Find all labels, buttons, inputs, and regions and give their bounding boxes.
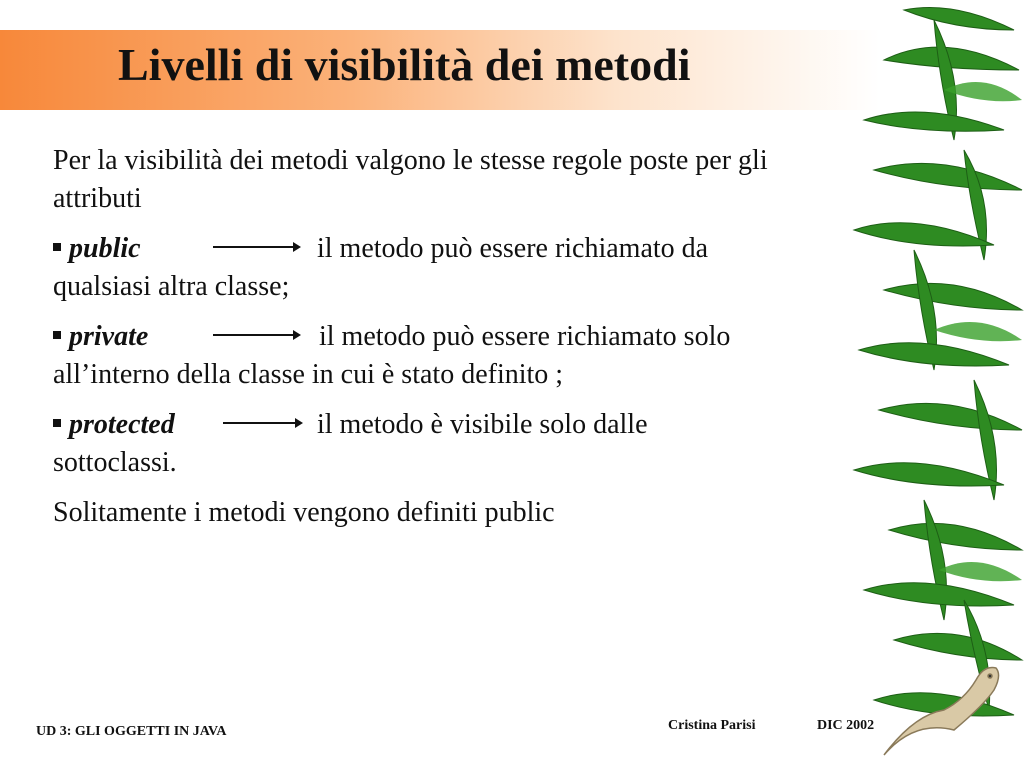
- bullet-square-icon: [53, 243, 61, 251]
- slide-body: [53, 142, 853, 544]
- arrow-icon: [213, 334, 299, 336]
- bamboo-leaves-icon: [844, 0, 1024, 768]
- bullet-description: il metodo può essere richiamato da: [317, 233, 709, 264]
- bullet-protected: [53, 406, 853, 482]
- keyword-protected: protected: [69, 409, 175, 440]
- footer-date: DIC 2002: [817, 718, 875, 733]
- conclusion-paragraph: Solitamente i metodi vengono definiti public: [53, 497, 555, 528]
- footer-unit: UD 3: GLI OGGETTI IN JAVA: [36, 724, 227, 739]
- bullet-public: [53, 230, 853, 306]
- bullet-square-icon: [53, 331, 61, 339]
- slide-title: Livelli di visibilità dei metodi: [118, 39, 691, 90]
- bullet-description: il metodo è visibile solo dalle: [317, 409, 648, 440]
- intro-paragraph: Per la visibilità dei metodi valgono le stesse regole poste per gli attributi: [53, 145, 768, 214]
- bullet-continuation: qualsiasi altra classe;: [53, 271, 290, 302]
- arrow-icon: [213, 246, 299, 248]
- keyword-private: private: [69, 321, 149, 352]
- arrow-icon: [223, 422, 301, 424]
- bullet-continuation: sottoclassi.: [53, 447, 177, 478]
- footer-author: Cristina Parisi: [668, 718, 756, 733]
- bullet-private: [53, 318, 853, 394]
- bullet-description: il metodo può essere richiamato solo: [319, 321, 731, 352]
- bullet-continuation: all’interno della classe in cui è stato definito ;: [53, 359, 564, 390]
- keyword-public: public: [69, 233, 141, 264]
- bullet-square-icon: [53, 419, 61, 427]
